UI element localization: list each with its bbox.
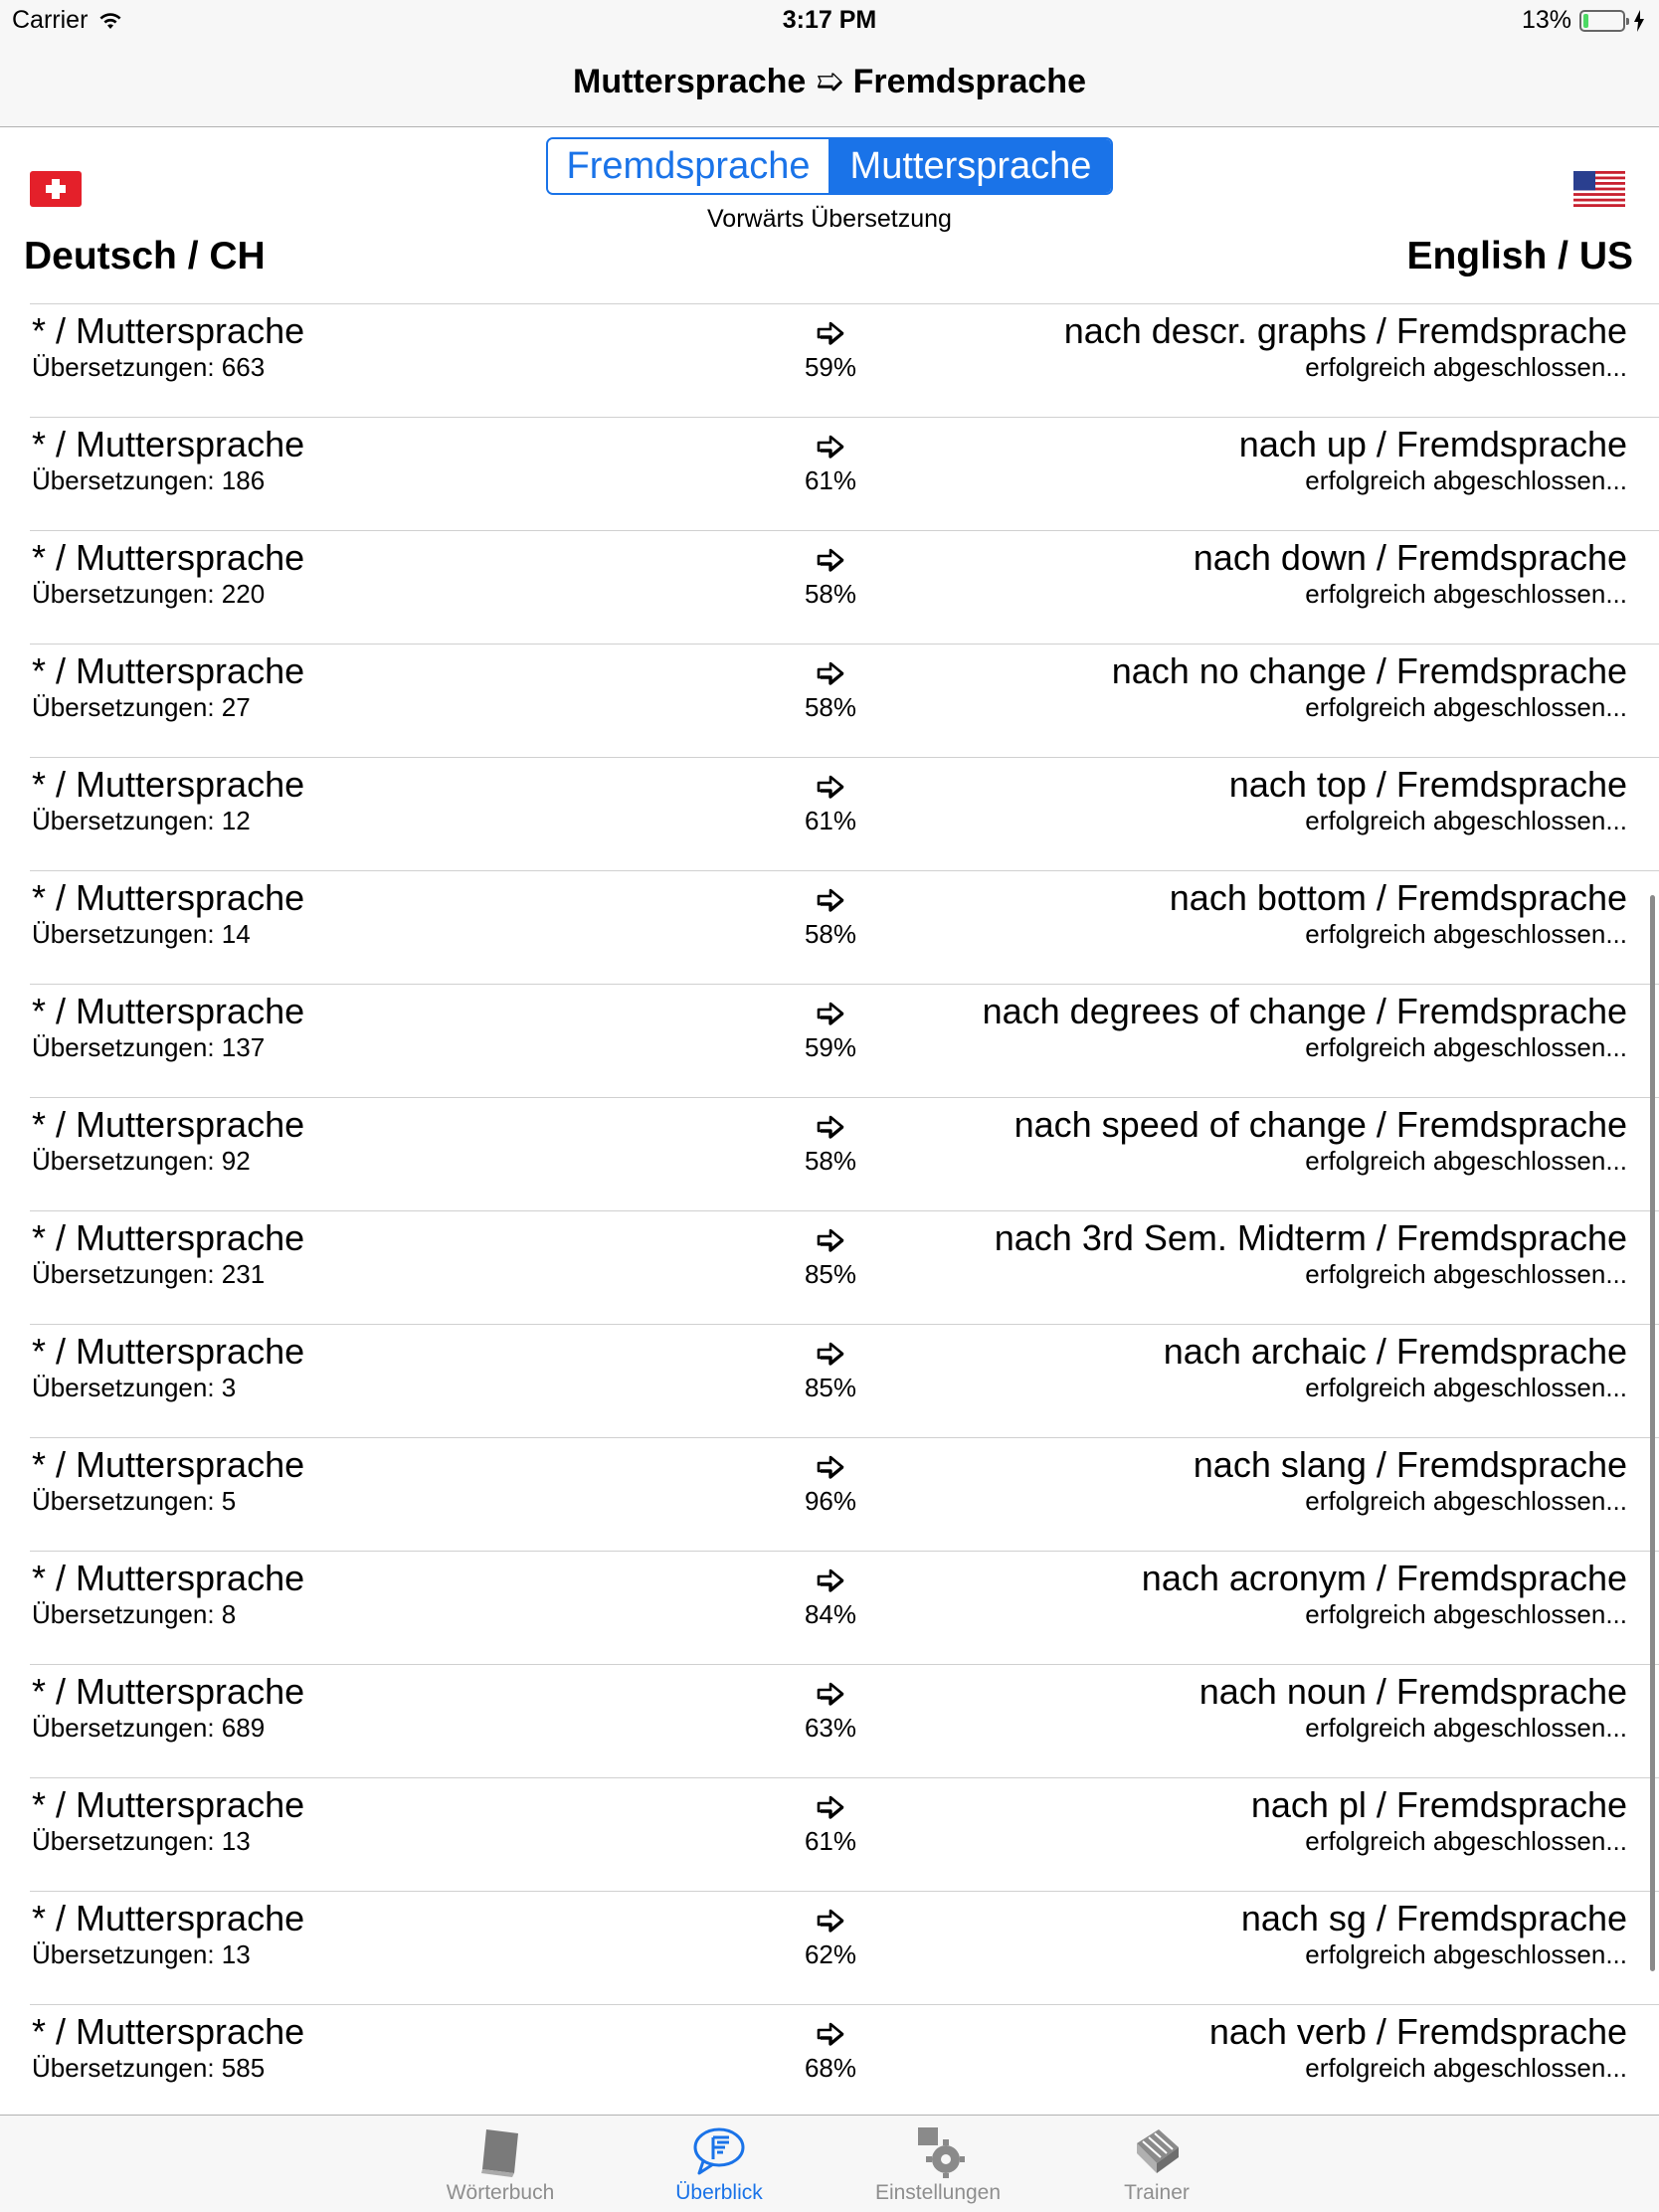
row-source-title: * / Muttersprache (32, 1104, 305, 1145)
row-status: erfolgreich abgeschlossen... (1305, 919, 1627, 949)
row-source-title: * / Muttersprache (32, 764, 305, 805)
right-arrow-icon (816, 320, 845, 346)
row-target-title: nach up / Fremdsprache (1238, 424, 1627, 464)
list-item[interactable] (30, 1210, 1659, 1324)
row-status: erfolgreich abgeschlossen... (1305, 1599, 1627, 1629)
row-success-percent: 68% (804, 2053, 857, 2083)
right-arrow-icon (816, 1681, 845, 1707)
tab-woerterbuch[interactable] (401, 2116, 600, 2212)
swiss-flag-icon (30, 171, 82, 207)
row-translation-count: Übersetzungen: 13 (32, 1826, 251, 1856)
list-item[interactable] (30, 1664, 1659, 1777)
list-item[interactable] (30, 417, 1659, 530)
right-arrow-icon (816, 1794, 845, 1820)
list-item[interactable] (30, 1324, 1659, 1437)
row-translation-count: Übersetzungen: 8 (32, 1599, 237, 1629)
list-item[interactable] (30, 870, 1659, 984)
list-item[interactable] (30, 1891, 1659, 2004)
row-success-percent: 59% (804, 1032, 857, 1062)
direction-label: Vorwärts Übersetzung (707, 205, 952, 233)
right-arrow-icon (816, 1454, 845, 1480)
row-status: erfolgreich abgeschlossen... (1305, 1939, 1627, 1969)
right-arrow-icon (816, 434, 845, 460)
list-item[interactable] (30, 1551, 1659, 1664)
row-translation-count: Übersetzungen: 12 (32, 806, 251, 835)
row-translation-count: Übersetzungen: 5 (32, 1486, 237, 1516)
row-success-percent: 61% (804, 1826, 857, 1856)
tab-ueberblick[interactable] (620, 2116, 819, 2212)
book-icon (472, 2123, 528, 2179)
right-arrow-icon (816, 887, 845, 913)
row-source-title: * / Muttersprache (32, 650, 305, 691)
scrollbar[interactable] (1650, 895, 1655, 1971)
list-item[interactable] (30, 303, 1659, 417)
row-status: erfolgreich abgeschlossen... (1305, 1373, 1627, 1402)
row-source-title: * / Muttersprache (32, 424, 305, 464)
list-item[interactable] (30, 984, 1659, 1097)
row-translation-count: Übersetzungen: 663 (32, 352, 266, 382)
row-translation-count: Übersetzungen: 220 (32, 579, 266, 609)
tab-bar (0, 2115, 1659, 2212)
row-success-percent: 85% (804, 1259, 857, 1289)
row-translation-count: Übersetzungen: 13 (32, 1939, 251, 1969)
row-target-title: nach descr. graphs / Fremdsprache (1063, 310, 1627, 351)
row-success-percent: 62% (804, 1939, 857, 1969)
row-success-percent: 85% (804, 1373, 857, 1402)
row-status: erfolgreich abgeschlossen... (1305, 1146, 1627, 1176)
battery-info (1522, 6, 1645, 35)
us-flag-icon (1573, 171, 1625, 207)
list-item[interactable] (30, 1097, 1659, 1210)
row-success-percent: 58% (804, 919, 857, 949)
row-status: erfolgreich abgeschlossen... (1305, 465, 1627, 495)
row-source-title: * / Muttersprache (32, 2011, 305, 2052)
row-status: erfolgreich abgeschlossen... (1305, 1032, 1627, 1062)
right-arrow-icon (816, 660, 845, 686)
row-source-title: * / Muttersprache (32, 1784, 305, 1825)
overview-bubble-icon (691, 2123, 747, 2179)
right-arrow-icon (816, 547, 845, 573)
target-language-label: English / US (1406, 235, 1633, 277)
tab-label: Trainer (1124, 2181, 1190, 2204)
navigation-bar (0, 42, 1659, 127)
row-success-percent: 61% (804, 465, 857, 495)
row-source-title: * / Muttersprache (32, 537, 305, 578)
row-success-percent: 58% (804, 579, 857, 609)
row-status: erfolgreich abgeschlossen... (1305, 352, 1627, 382)
row-translation-count: Übersetzungen: 92 (32, 1146, 251, 1176)
right-arrow-icon (816, 774, 845, 800)
row-target-title: nach bottom / Fremdsprache (1169, 877, 1627, 918)
row-source-title: * / Muttersprache (32, 1898, 305, 1938)
row-success-percent: 59% (804, 352, 857, 382)
list-item[interactable] (30, 1777, 1659, 1891)
row-target-title: nach degrees of change / Fremdsprache (982, 991, 1627, 1031)
row-translation-count: Übersetzungen: 231 (32, 1259, 266, 1289)
list-item[interactable] (30, 757, 1659, 870)
source-language-label: Deutsch / CH (24, 235, 266, 277)
row-target-title: nach no change / Fremdsprache (1111, 650, 1627, 691)
row-status: erfolgreich abgeschlossen... (1305, 579, 1627, 609)
direction-segmented-control[interactable] (546, 137, 1113, 195)
status-bar (0, 0, 1659, 42)
row-translation-count: Übersetzungen: 27 (32, 692, 251, 722)
row-translation-count: Übersetzungen: 689 (32, 1713, 266, 1743)
row-status: erfolgreich abgeschlossen... (1305, 806, 1627, 835)
row-source-title: * / Muttersprache (32, 1217, 305, 1258)
charging-bolt-icon (1633, 10, 1645, 32)
right-arrow-icon (816, 1341, 845, 1367)
row-success-percent: 58% (804, 692, 857, 722)
battery-icon (1579, 10, 1625, 32)
row-success-percent: 84% (804, 1599, 857, 1629)
row-target-title: nach sg / Fremdsprache (1240, 1898, 1627, 1938)
row-status: erfolgreich abgeschlossen... (1305, 1826, 1627, 1856)
battery-level (1583, 14, 1588, 28)
row-target-title: nach speed of change / Fremdsprache (1014, 1104, 1627, 1145)
gears-icon (910, 2123, 966, 2179)
battery-percent: 13% (1521, 6, 1571, 34)
row-translation-count: Übersetzungen: 3 (32, 1373, 237, 1402)
row-status: erfolgreich abgeschlossen... (1305, 1486, 1627, 1516)
row-success-percent: 96% (804, 1486, 857, 1516)
row-source-title: * / Muttersprache (32, 1444, 305, 1485)
page-title: Muttersprache ➯ Fremdsprache (573, 63, 1086, 100)
row-target-title: nach down / Fremdsprache (1193, 537, 1627, 578)
row-success-percent: 61% (804, 806, 857, 835)
row-target-title: nach verb / Fremdsprache (1208, 2011, 1627, 2052)
row-target-title: nach pl / Fremdsprache (1250, 1784, 1627, 1825)
row-target-title: nach noun / Fremdsprache (1198, 1671, 1627, 1712)
right-arrow-icon (816, 1001, 845, 1026)
row-source-title: * / Muttersprache (32, 1671, 305, 1712)
row-status: erfolgreich abgeschlossen... (1305, 1259, 1627, 1289)
row-target-title: nach 3rd Sem. Midterm / Fremdsprache (994, 1217, 1627, 1258)
row-status: erfolgreich abgeschlossen... (1305, 2053, 1627, 2083)
row-success-percent: 58% (804, 1146, 857, 1176)
row-translation-count: Übersetzungen: 137 (32, 1032, 266, 1062)
list-item[interactable] (30, 1437, 1659, 1551)
tab-label: Wörterbuch (446, 2181, 555, 2204)
row-source-title: * / Muttersprache (32, 1331, 305, 1372)
right-arrow-icon (816, 1114, 845, 1140)
row-target-title: nach acronym / Fremdsprache (1141, 1558, 1627, 1598)
row-source-title: * / Muttersprache (32, 877, 305, 918)
right-arrow-icon (816, 1227, 845, 1253)
right-arrow-icon (816, 1908, 845, 1934)
clock: 3:17 PM (782, 6, 877, 34)
segment-muttersprache[interactable]: Muttersprache (829, 139, 1111, 193)
tab-label: Einstellungen (874, 2181, 1002, 2204)
tab-einstellungen[interactable] (838, 2116, 1037, 2212)
trainer-icon (1129, 2123, 1185, 2179)
right-arrow-icon (816, 2021, 845, 2047)
list-item[interactable] (30, 644, 1659, 757)
segment-fremdsprache[interactable]: Fremdsprache (548, 139, 829, 193)
tab-label: Überblick (675, 2181, 763, 2204)
row-translation-count: Übersetzungen: 585 (32, 2053, 266, 2083)
carrier-label: Carrier (12, 6, 89, 34)
row-source-title: * / Muttersprache (32, 310, 305, 351)
right-arrow-icon (816, 1567, 845, 1593)
list-item[interactable] (30, 2004, 1659, 2118)
overview-list[interactable] (0, 303, 1659, 2118)
tab-trainer[interactable] (1057, 2116, 1256, 2212)
row-status: erfolgreich abgeschlossen... (1305, 1713, 1627, 1743)
row-source-title: * / Muttersprache (32, 991, 305, 1031)
row-source-title: * / Muttersprache (32, 1558, 305, 1598)
row-target-title: nach top / Fremdsprache (1228, 764, 1627, 805)
list-item[interactable] (30, 530, 1659, 644)
row-target-title: nach archaic / Fremdsprache (1163, 1331, 1627, 1372)
row-success-percent: 63% (804, 1713, 857, 1743)
row-translation-count: Übersetzungen: 186 (32, 465, 266, 495)
row-target-title: nach slang / Fremdsprache (1193, 1444, 1627, 1485)
row-translation-count: Übersetzungen: 14 (32, 919, 251, 949)
row-status: erfolgreich abgeschlossen... (1305, 692, 1627, 722)
